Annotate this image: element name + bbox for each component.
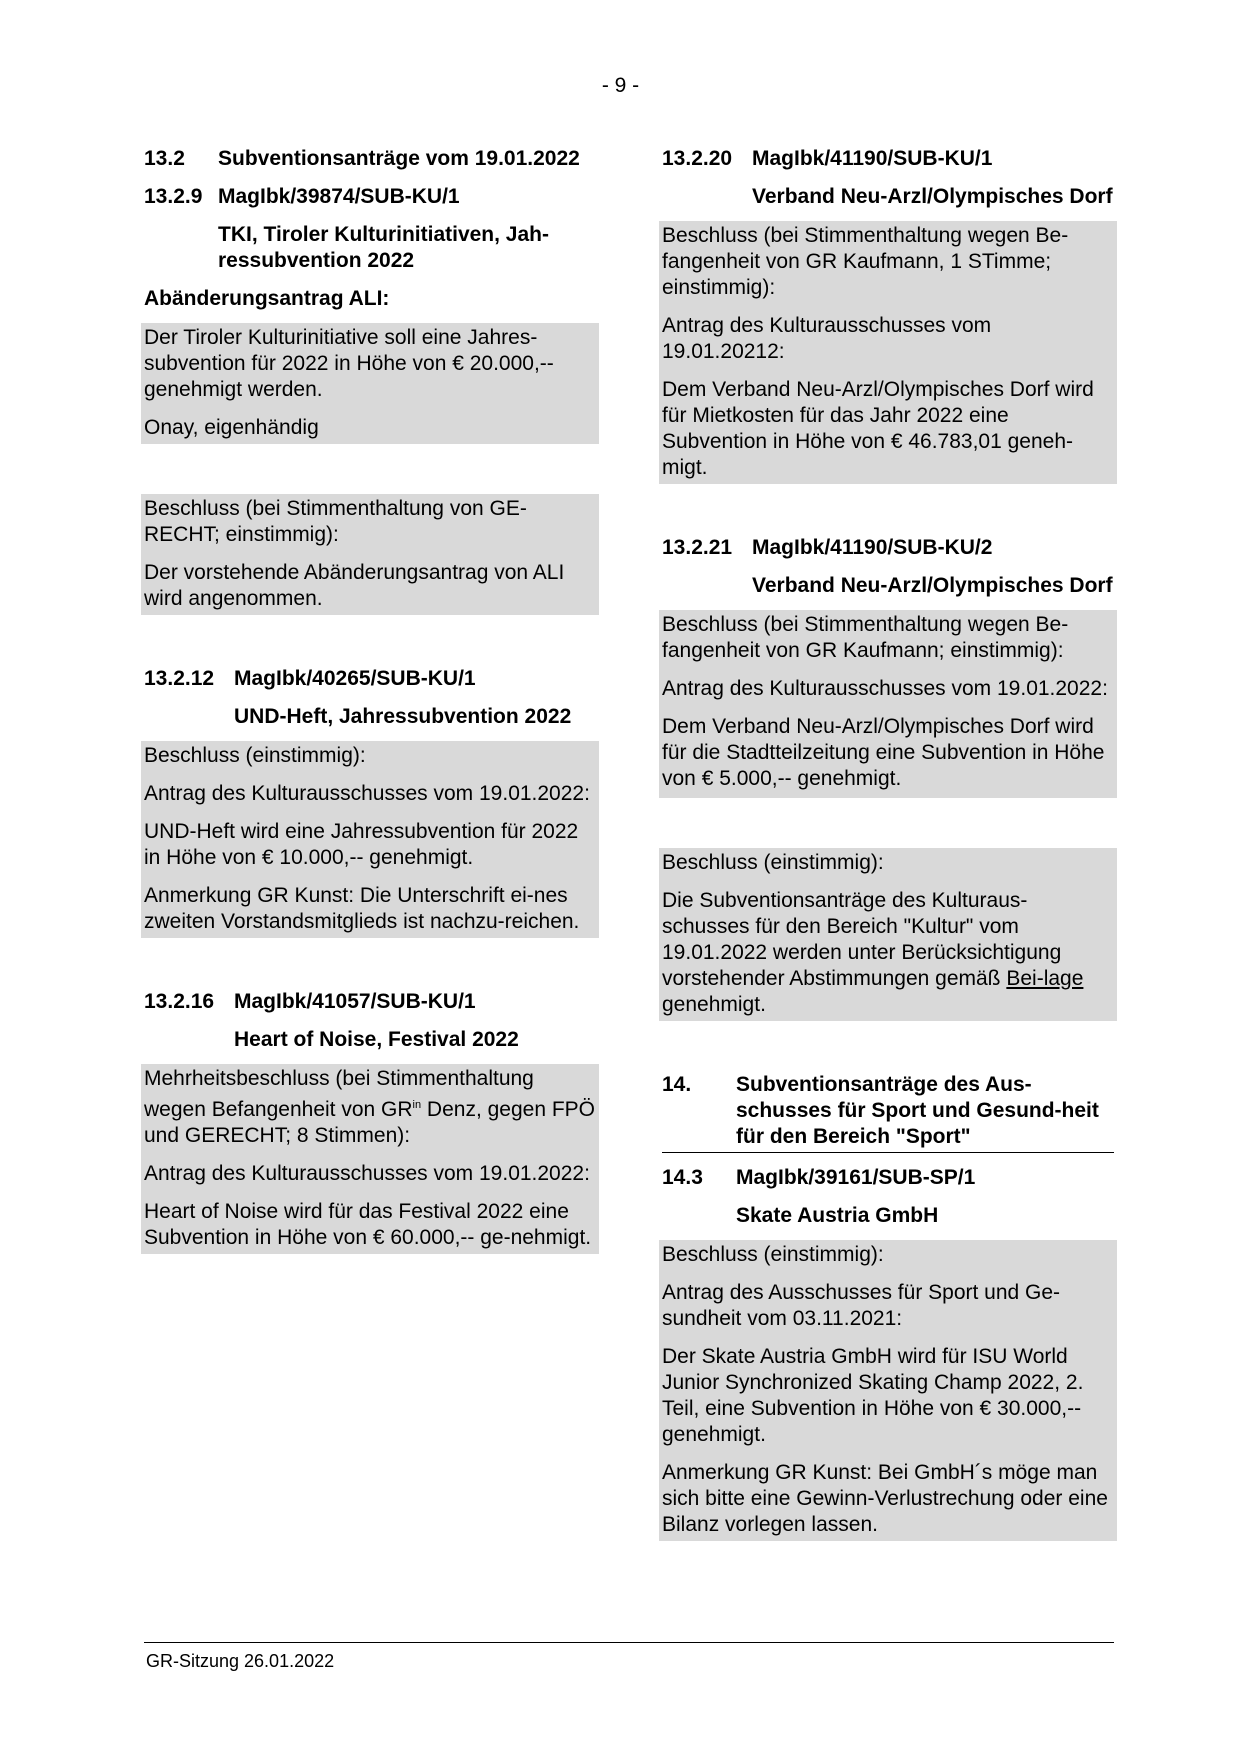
subheading-verband-1: Verband Neu-Arzl/Olympisches Dorf (752, 185, 1113, 208)
footer-rule (144, 1642, 1114, 1643)
heading-13-2-12: 13.2.12 MagIbk/40265/SUB-KU/1 (144, 667, 476, 690)
subheading-tki: TKI, Tiroler Kulturinitiativen, Jah-ressubvention 2022 (218, 223, 549, 272)
page-number: - 9 - (601, 74, 640, 97)
heading-13-2: 13.2 Subventionsanträge vom 19.01.2022 (144, 147, 580, 170)
heading-13-2-20: 13.2.20 MagIbk/41190/SUB-KU/1 (662, 147, 993, 170)
resolution-box-skate-austria: Beschluss (einstimmig): Antrag des Ausschusses für Sport und Ge-sundheit vom 03.11.2021: Der Skate Austria GmbH wird für ISU World Junior Synchronized Skating Champ 2022, 2. Teil, eine Subvention in Höhe von € 30.000,-- genehmigt. Anmerkung GR Kunst: Bei GmbH´s möge man sich bitte eine Gewinn-Verlustrechung oder eine Bilanz vorlegen lassen. (659, 1240, 1117, 1541)
resolution-box-ali: Beschluss (bei Stimmenthaltung von GE-RECHT; einstimmig): Der vorstehende Abänderungsantrag von ALI wird angenommen. (141, 494, 599, 615)
heading-14: 14. Subventionsanträge des Aus-schusses für Sport und Gesund-heit für den Bereich "Sport" (662, 1072, 1114, 1153)
subheading-und: UND-Heft, Jahressubvention 2022 (234, 705, 572, 728)
heading-13-2-9: 13.2.9 MagIbk/39874/SUB-KU/1 (144, 185, 460, 208)
subheading-heart-of-noise: Heart of Noise, Festival 2022 (234, 1028, 519, 1051)
subheading-skate-austria: Skate Austria GmbH (736, 1204, 939, 1227)
amendment-box: Der Tiroler Kulturinitiative soll eine Jahres-subvention für 2022 in Höhe von € 20.000,-- genehmigt werden. Onay, eigenhändig (141, 323, 599, 444)
subheading-verband-2: Verband Neu-Arzl/Olympisches Dorf (752, 574, 1113, 597)
resolution-box-summary: Beschluss (einstimmig): Die Subventionsanträge des Kulturaus-schusses für den Bereich "Kultur" vom 19.01.2022 werden unter Berücksichtigung vorstehender Abstimmungen gemäß Bei-lage genehmigt. (659, 848, 1117, 1021)
resolution-box-verband-1: Beschluss (bei Stimmenthaltung wegen Be-fangenheit von GR Kaufmann, 1 STimme; einstimmig): Antrag des Kulturausschusses vom 19.01.20212: Dem Verband Neu-Arzl/Olympisches Dorf wird für Mietkosten für das Jahr 2022 eine Subvention in Höhe von € 46.783,01 geneh-migt. (659, 221, 1117, 484)
resolution-box-und: Beschluss (einstimmig): Antrag des Kulturausschusses vom 19.01.2022: UND-Heft wird eine Jahressubvention für 2022 in Höhe von € 10.000,-- genehmigt. Anmerkung GR Kunst: Die Unterschrift ei-nes zweiten Vorstandsmitglieds ist nachzu-reichen. (141, 741, 599, 938)
right-column (662, 146, 1114, 1541)
heading-14-3: 14.3 MagIbk/39161/SUB-SP/1 (662, 1166, 976, 1189)
heading-13-2-16: 13.2.16 MagIbk/41057/SUB-KU/1 (144, 990, 476, 1013)
footer-text: GR-Sitzung 26.01.2022 (146, 1651, 335, 1671)
amendment-heading: Abänderungsantrag ALI: (144, 287, 390, 310)
resolution-box-verband-2: Beschluss (bei Stimmenthaltung wegen Be-fangenheit von GR Kaufmann; einstimmig): Antrag des Kulturausschusses vom 19.01.2022: Dem Verband Neu-Arzl/Olympisches Dorf wird für die Stadtteilzeitung eine Subvention in Höhe von € 5.000,-- genehmigt. (659, 610, 1117, 798)
heading-13-2-21: 13.2.21 MagIbk/41190/SUB-KU/2 (662, 536, 993, 559)
beilage-link[interactable]: Bei-lage (1006, 967, 1084, 990)
left-column (144, 146, 596, 1254)
resolution-box-heart-of-noise: Mehrheitsbeschluss (bei Stimmenthaltung wegen Befangenheit von $GR^{in}$ Denz, gegen FPÖ und GERECHT; 8 Stimmen): Antrag des Kulturausschusses vom 19.01.2022: Heart of Noise wird für das Festival 2022 eine Subvention in Höhe von € 60.000,-- ge-nehmigt. (141, 1064, 599, 1254)
